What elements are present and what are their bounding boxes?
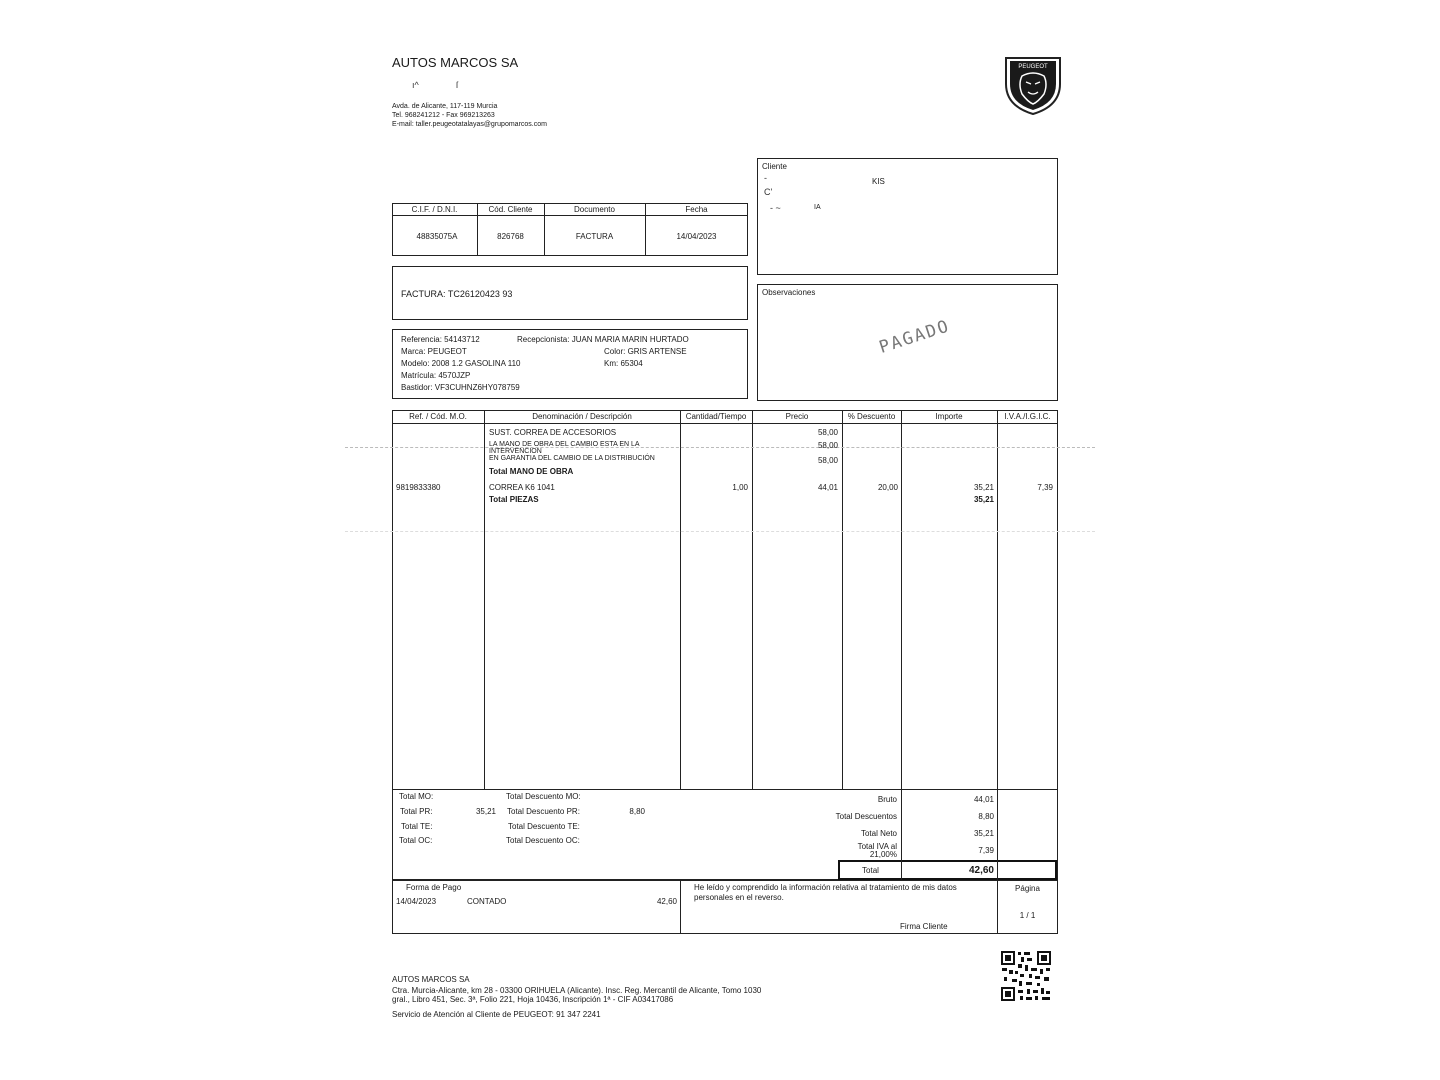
col-discount-header: % Descuento (847, 412, 896, 421)
total-iva-value: 7,39 (978, 846, 994, 855)
part-iva: 7,39 (1037, 483, 1053, 492)
total-te-label: Total TE: (401, 822, 433, 831)
pago-amount: 42,60 (656, 897, 677, 906)
col-qty-header: Cantidad/Tiempo (685, 412, 747, 421)
part-qty: 1,00 (732, 483, 748, 492)
company-email: E-mail: taller.peugeotatalayas@grupomarcos.com (392, 121, 547, 128)
part-ref: 9819833380 (396, 483, 441, 492)
divider (392, 423, 1058, 424)
total-piezas-value: 35,21 (973, 495, 994, 504)
total-pr-label: Total PR: (400, 807, 433, 816)
col-iva-header: I.V.A./I.G.I.C. (1004, 412, 1051, 421)
company-address: Avda. de Alicante, 117-119 Murcia (392, 103, 498, 110)
line-price: 58,00 (817, 456, 838, 465)
company-phone: Tel. 968241212 - Fax 969213263 (392, 112, 495, 119)
bastidor: Bastidor: VF3CUHNZ6HY078759 (401, 383, 520, 392)
pagina-label: Página (1015, 884, 1040, 893)
total-iva-rate: 21,00% (869, 850, 897, 859)
desc-pr-label: Total Descuento PR: (507, 807, 580, 816)
pagina-value: 1 / 1 (1019, 911, 1036, 920)
scan-artifact (345, 447, 1095, 448)
cif-header: C.I.F. / D.N.I. (411, 205, 458, 214)
vehicle-box (392, 329, 748, 399)
footer-line: gral., Libro 451, Sec. 3ª, Folio 221, Hoja 10436, Inscripción 1ª - CIF A03417086 (392, 995, 674, 1004)
peugeot-logo (1002, 54, 1064, 116)
fecha-value: 14/04/2023 (676, 232, 717, 241)
divider (392, 215, 748, 216)
footer-line: Ctra. Murcia-Alicante, km 28 - 03300 ORIHUELA (Alicante). Insc. Reg. Mercantil de Alicante, Tomo 1030 (392, 986, 762, 995)
col-price-header: Precio (785, 412, 809, 421)
observaciones-label: Observaciones (762, 288, 816, 297)
factura-box (392, 266, 748, 320)
cliente-name: KIS (872, 177, 885, 186)
company-name: AUTOS MARCOS SA (392, 55, 519, 70)
line-price: 58,00 (817, 441, 838, 450)
privacy-text: He leído y comprendido la información relativa al tratamiento de mis datos (694, 883, 957, 892)
forma-pago-label: Forma de Pago (406, 883, 462, 892)
total-descuentos-label: Total Descuentos (835, 812, 897, 821)
documento-header: Documento (574, 205, 615, 214)
cliente-label: Cliente (762, 162, 787, 171)
desc-te-label: Total Descuento TE: (508, 822, 580, 831)
lion-shield-icon (1002, 54, 1064, 116)
total-iva-label: Total IVA al (857, 842, 897, 851)
footer-company: AUTOS MARCOS SA (392, 975, 470, 984)
divider (842, 410, 843, 790)
redaction-mark: ſ (456, 80, 458, 90)
pagado-stamp: PAGADO (876, 316, 953, 358)
svg-text:PEUGEOT: PEUGEOT (1018, 64, 1048, 70)
divider (997, 860, 998, 880)
total-neto-value: 35,21 (973, 829, 994, 838)
cliente-city: IA (814, 204, 821, 211)
part-importe: 35,21 (973, 483, 994, 492)
bruto-value: 44,01 (973, 795, 994, 804)
divider (680, 880, 681, 934)
cliente-box (757, 158, 1058, 275)
observaciones-box (757, 284, 1058, 401)
line-desc: EN GARANTIA DEL CAMBIO DE LA DISTRIBUCIÓN (489, 455, 655, 462)
footer-service: Servicio de Atención al Cliente de PEUGEOT: 91 347 2241 (392, 1010, 601, 1019)
documento-value: FACTURA (575, 232, 614, 241)
qr-code-icon (1000, 950, 1052, 1002)
line-price: 58,00 (817, 428, 838, 437)
desc-mo-label: Total Descuento MO: (506, 792, 581, 801)
divider (752, 410, 753, 790)
total-neto-label: Total Neto (860, 829, 897, 838)
modelo: Modelo: 2008 1.2 GASOLINA 110 (401, 359, 521, 368)
divider (997, 410, 998, 790)
divider (680, 410, 681, 790)
scan-artifact (345, 531, 1095, 532)
divider (901, 410, 902, 790)
matricula: Matrícula: 4570JZP (401, 371, 471, 380)
referencia: Referencia: 54143712 (401, 335, 480, 344)
pago-method: CONTADO (467, 897, 507, 906)
col-importe-header: Importe (935, 412, 963, 421)
color: Color: GRIS ARTENSE (604, 347, 687, 356)
cod-cliente-value: 826768 (497, 232, 524, 241)
redaction-mark: ı^ (412, 80, 419, 90)
grand-total-value: 42,60 (968, 865, 994, 876)
bruto-label: Bruto (877, 795, 897, 804)
total-pr-value: 35,21 (475, 807, 496, 816)
line-desc: SUST. CORREA DE ACCESORIOS (489, 428, 617, 437)
privacy-text: personales en el reverso. (694, 893, 784, 902)
pago-date: 14/04/2023 (396, 897, 437, 906)
part-price: 44,01 (817, 483, 838, 492)
line-desc: INTERVENCION (489, 448, 542, 455)
divider (997, 790, 998, 860)
part-discount: 20,00 (877, 483, 898, 492)
desc-oc-label: Total Descuento OC: (506, 836, 580, 845)
total-piezas-label: Total PIEZAS (489, 495, 539, 504)
cif-value: 48835075A (416, 232, 458, 241)
cod-cliente-header: Cód. Cliente (488, 205, 533, 214)
desc-pr-value: 8,80 (629, 807, 645, 816)
redaction-mark: - ~ (770, 203, 781, 213)
total-descuentos-value: 8,80 (978, 812, 994, 821)
factura-number: FACTURA: TC26120423 93 (401, 289, 513, 299)
marca: Marca: PEUGEOT (401, 347, 467, 356)
total-mano-obra-label: Total MANO DE OBRA (489, 467, 574, 476)
redaction-mark: - (764, 173, 767, 183)
firma-cliente-label: Firma Cliente (900, 922, 948, 931)
part-desc: CORREA K6 1041 (489, 483, 555, 492)
line-desc: LA MANO DE OBRA DEL CAMBIO ESTA EN LA (489, 441, 640, 448)
total-mo-label: Total MO: (399, 792, 434, 801)
fecha-header: Fecha (685, 205, 708, 214)
total-oc-label: Total OC: (399, 836, 433, 845)
recepcionista: Recepcionista: JUAN MARIA MARIN HURTADO (517, 335, 689, 344)
divider (484, 410, 485, 790)
col-ref-header: Ref. / Cód. M.O. (409, 412, 467, 421)
grand-total-label: Total (862, 866, 879, 875)
col-desc-header: Denominación / Descripción (532, 412, 632, 421)
km: Km: 65304 (604, 359, 643, 368)
redaction-mark: C' (764, 187, 773, 197)
